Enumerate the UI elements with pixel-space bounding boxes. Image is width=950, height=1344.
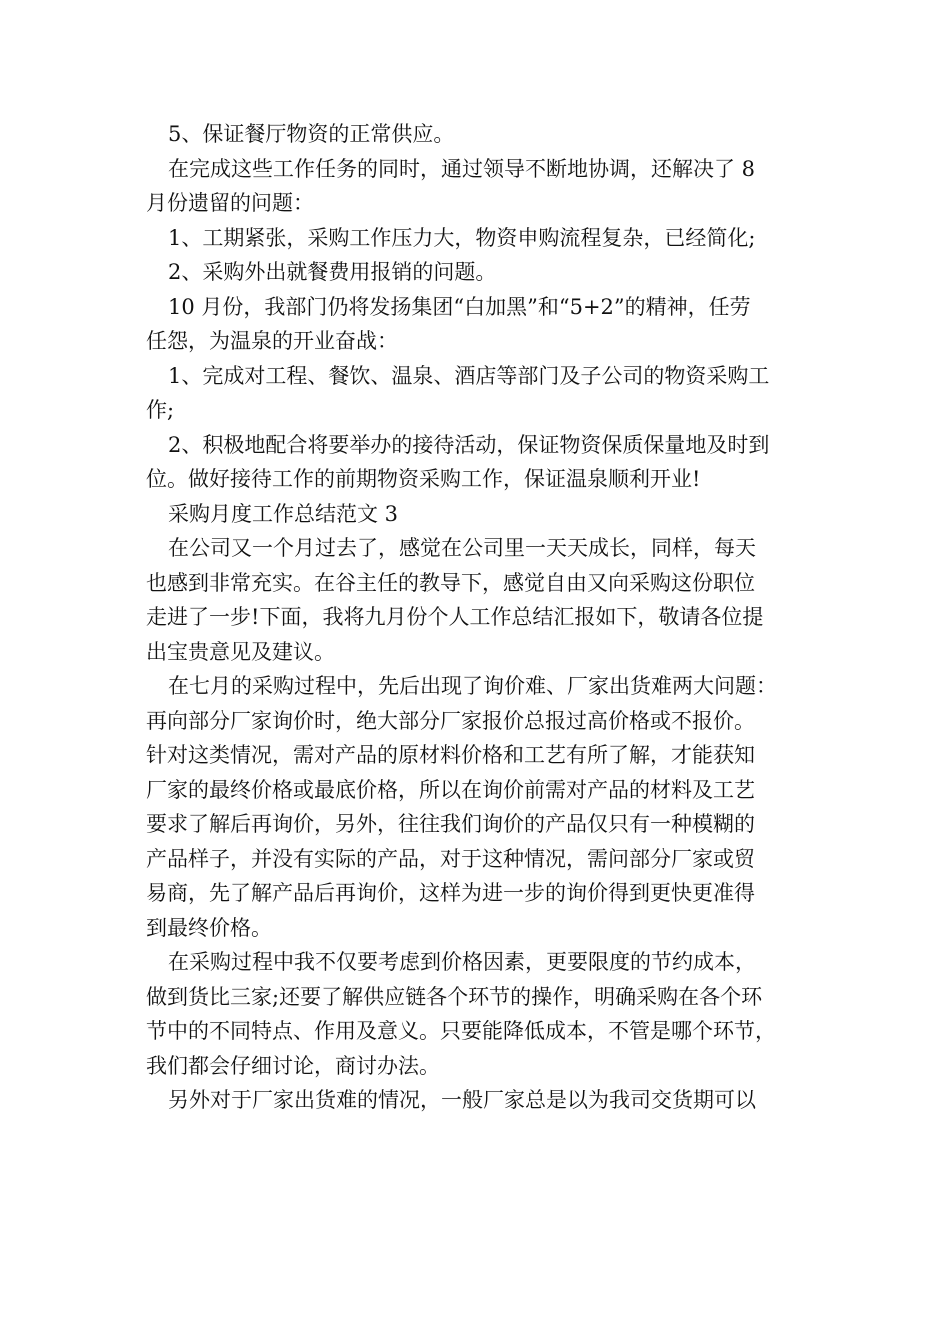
text-line: 产品样子，并没有实际的产品，对于这种情况，需问部分厂家或贸 (146, 846, 755, 871)
text-line: 在完成这些工作任务的同时，通过领导不断地协调，还解决了 8 (168, 156, 756, 181)
text-line: 我们都会仔细讨论，商讨办法。 (146, 1053, 440, 1078)
text-line: 也感到非常充实。在谷主任的教导下，感觉自由又向采购这份职位 (146, 570, 755, 595)
text-line: 走进了一步!下面，我将九月份个人工作总结汇报如下，敬请各位提 (146, 605, 764, 629)
text-line: 5、保证餐厅物资的正常供应。 (168, 122, 455, 146)
text-line: 在公司又一个月过去了，感觉在公司里一天天成长，同样，每天 (168, 536, 756, 560)
text-line: 在七月的采购过程中，先后出现了询价难、厂家出货难两大问题： (168, 674, 777, 698)
text-line: 位。做好接待工作的前期物资采购工作，保证温泉顺利开业! (146, 467, 701, 491)
text-line: 作; (146, 398, 175, 422)
text-line: 出宝贵意见及建议。 (146, 639, 335, 664)
text-line: 任怨，为温泉的开业奋战： (146, 329, 398, 353)
text-line: 采购月度工作总结范文 3 (168, 501, 399, 526)
text-line: 做到货比三家;还要了解供应链各个环节的操作，明确采购在各个环 (146, 984, 763, 1009)
text-line: 到最终价格。 (146, 915, 272, 940)
text-line: 节中的不同特点、作用及意义。只要能降低成本，不管是哪个环节， (146, 1019, 776, 1043)
text-line: 厂家的最终价格或最底价格，所以在询价前需对产品的材料及工艺 (146, 777, 755, 802)
text-line: 针对这类情况，需对产品的原材料价格和工艺有所了解，才能获知 (146, 743, 755, 767)
text-line: 再向部分厂家询价时，绝大部分厂家报价总报过高价格或不报价。 (146, 708, 755, 733)
document-body (146, 117, 816, 1118)
text-line: 10 月份，我部门仍将发扬集团“白加黑”和“5+2”的精神，任劳 (168, 294, 751, 319)
text-line: 月份遗留的问题： (146, 191, 314, 215)
text-line: 要求了解后再询价，另外，往往我们询价的产品仅只有一种模糊的 (146, 812, 755, 836)
text-line: 2、积极地配合将要举办的接待活动，保证物资保质保量地及时到 (168, 432, 770, 457)
text-line: 2、采购外出就餐费用报销的问题。 (168, 260, 497, 284)
text-line: 易商，先了解产品后再询价，这样为进一步的询价得到更快更准得 (146, 881, 755, 905)
text-line: 在采购过程中我不仅要考虑到价格因素，更要限度的节约成本， (168, 950, 756, 974)
text-line: 1、工期紧张，采购工作压力大，物资申购流程复杂，已经简化; (168, 225, 756, 250)
text-line: 另外对于厂家出货难的情况，一般厂家总是以为我司交货期可以 (168, 1088, 756, 1112)
text-line: 1、完成对工程、餐饮、温泉、酒店等部门及子公司的物资采购工 (168, 363, 770, 388)
